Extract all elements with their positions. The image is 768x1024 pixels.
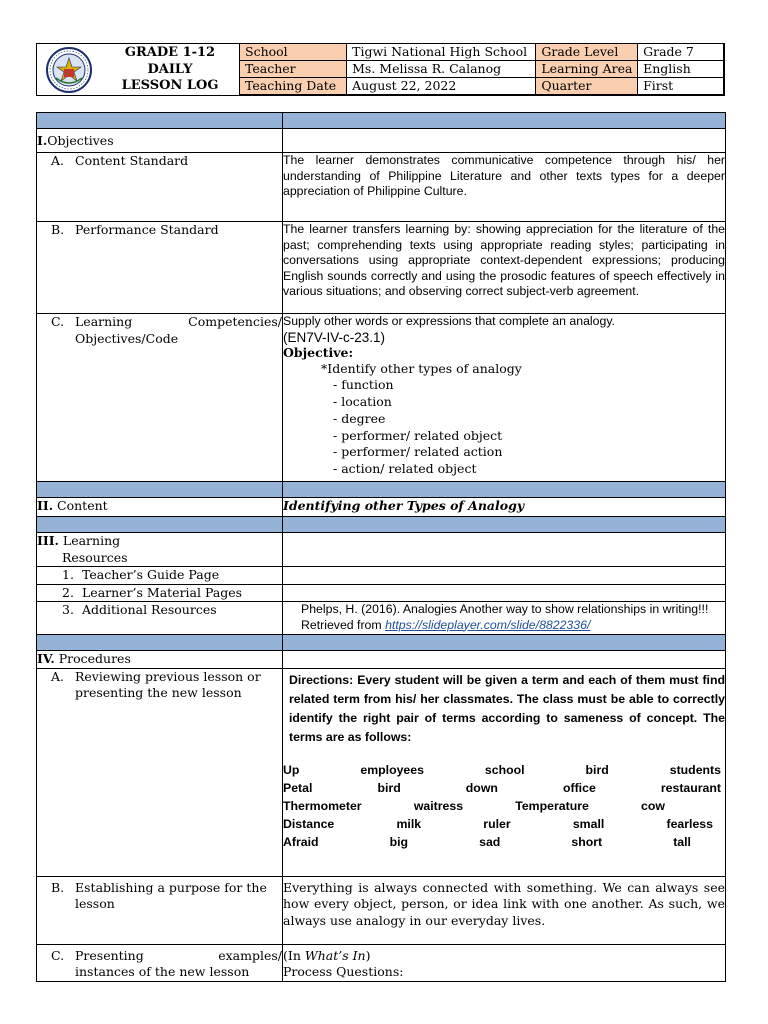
item-letter: A. xyxy=(51,153,65,168)
term: office xyxy=(562,780,596,795)
term: Distance xyxy=(283,816,335,831)
item-number: 3. xyxy=(62,602,74,617)
learning-resources-heading-row xyxy=(37,533,726,567)
content-row xyxy=(37,498,726,517)
header-info-grid xyxy=(239,43,724,95)
item-number: 1. xyxy=(62,567,74,582)
item-label: Objectives/Code xyxy=(75,330,179,346)
content-value: Identifying other Types of Analogy xyxy=(283,498,726,517)
section-band xyxy=(37,113,726,129)
section-heading: Procedures xyxy=(58,651,131,666)
objectives-heading-row xyxy=(37,129,726,153)
purpose-text: Everything is always connected with something. We can always see how every object, person, or idea link with one another. As such, we always use analogy in our everyday lives. xyxy=(283,876,726,944)
directions-text: Every student will be given a term and each of them must find related term from his/ her classmates. The class must be able to correctly identify the right pair of terms according to sameness of concept. The terms are as follows: xyxy=(289,672,726,744)
section-numeral: I. xyxy=(37,133,48,148)
quarter-label: Quarter xyxy=(536,78,638,95)
item-label: Additional Resources xyxy=(82,602,217,617)
objective-intro: *Identify other types of analogy xyxy=(321,360,522,376)
header-row xyxy=(240,44,724,61)
lesson-log-header xyxy=(36,43,725,96)
deped-seal-logo xyxy=(37,44,101,95)
item-label: Reviewing previous lesson or xyxy=(75,668,261,684)
item-label: lesson xyxy=(75,896,115,911)
teacher-label: Teacher xyxy=(240,61,347,78)
procedure-b-row xyxy=(37,876,726,944)
item-label: Content Standard xyxy=(75,153,189,168)
quarter-value: First xyxy=(638,78,724,95)
competencies-row xyxy=(37,314,726,482)
terms-row xyxy=(283,779,725,797)
procedure-a-row xyxy=(37,668,726,876)
competency-text: Supply other words or expressions that complete an analogy. xyxy=(283,314,615,328)
term: employees xyxy=(360,762,424,777)
item-label: instances of the new lesson xyxy=(75,964,250,979)
teacher-value: Ms. Melissa R. Calanog xyxy=(347,61,536,78)
item-label: Presenting examples/ xyxy=(75,947,282,963)
terms-row xyxy=(283,815,725,833)
term: Thermometer xyxy=(283,798,362,813)
directions-label: Directions: xyxy=(289,672,354,687)
terms-row xyxy=(283,761,725,779)
section-heading: Resources xyxy=(62,549,128,565)
terms-row xyxy=(283,833,725,851)
term: Up xyxy=(283,762,300,777)
section-numeral: II. xyxy=(37,498,54,513)
teaching-date-value: August 22, 2022 xyxy=(347,78,536,95)
term: ruler xyxy=(483,816,511,831)
objective-label: Objective: xyxy=(283,345,354,360)
content-standard-row xyxy=(37,153,726,222)
analogy-type: - performer/ related action xyxy=(333,444,503,460)
competency-code: (EN7V-IV-c-23.1) xyxy=(283,329,386,345)
section-band xyxy=(37,517,726,533)
term: school xyxy=(484,762,525,777)
performance-standard-text: The learner transfers learning by: showing appreciation for the literature of the past; comprehending texts using appropriate reading styles; participating in conversations using appropriate context-dependent expressions; producing English sounds correctly and using the prosodic features of speech effectively in various situations; and observing correct subject-verb agreement. xyxy=(283,222,726,314)
teaching-date-label: Teaching Date xyxy=(240,78,347,95)
analogy-type: - degree xyxy=(333,410,386,426)
header-row xyxy=(240,78,724,95)
analogy-type: - function xyxy=(333,377,394,393)
term: small xyxy=(572,816,605,831)
term: big xyxy=(389,834,409,849)
grade-level-value: Grade 7 xyxy=(638,44,724,61)
item-letter: B. xyxy=(51,879,65,895)
item-number: 2. xyxy=(62,584,74,600)
section-heading: Content xyxy=(57,498,108,513)
item-label: presenting the new lesson xyxy=(75,685,242,700)
terms-row xyxy=(283,797,725,815)
school-value: Tigwi National High School xyxy=(347,44,536,61)
item-letter: B. xyxy=(51,222,65,237)
section-numeral: IV. xyxy=(37,651,55,666)
item-label: Teacher’s Guide Page xyxy=(82,567,220,582)
resource-value xyxy=(283,584,726,602)
title-line: DAILY xyxy=(147,61,193,77)
grade-level-label: Grade Level xyxy=(536,44,638,61)
item-label: Learner’s Material Pages xyxy=(82,584,243,600)
section-numeral: III. xyxy=(37,533,59,548)
analogy-type: - performer/ related object xyxy=(333,427,503,443)
term: bird xyxy=(377,780,401,795)
resource-value xyxy=(283,567,726,585)
term: Petal xyxy=(283,780,313,795)
process-questions: Process Questions: xyxy=(283,964,404,979)
term: bird xyxy=(585,762,609,777)
term: Afraid xyxy=(283,834,319,849)
resource-link[interactable]: https://slideplayer.com/slide/8822336/ xyxy=(385,617,591,632)
item-letter: C. xyxy=(51,314,65,329)
whats-in-prefix: (In xyxy=(283,947,305,963)
resource-row xyxy=(37,602,726,635)
term: restaurant xyxy=(660,780,721,795)
title-line: GRADE 1-12 xyxy=(124,45,216,60)
procedures-heading-row xyxy=(37,651,726,669)
term: milk xyxy=(396,816,422,831)
section-band xyxy=(37,635,726,651)
seal-icon xyxy=(44,46,94,94)
performance-standard-row xyxy=(37,222,726,314)
whats-in-title: What’s In xyxy=(304,947,366,963)
resource-row xyxy=(37,567,726,585)
item-letter: C. xyxy=(51,947,65,963)
item-letter: A. xyxy=(51,668,65,684)
school-label: School xyxy=(240,44,347,61)
section-heading: Objectives xyxy=(47,133,114,148)
analogy-type: - action/ related object xyxy=(333,461,477,477)
term: short xyxy=(571,834,603,849)
content-standard-text: The learner demonstrates communicative competence through his/ her understanding of Philippine Literature and other texts types for a deeper appreciation of Philippine Culture. xyxy=(283,153,726,222)
term: waitress xyxy=(413,798,464,813)
lesson-plan-table xyxy=(36,112,726,982)
term: sad xyxy=(479,834,501,849)
resource-citation: Phelps, H. (2016). Analogies Another way to show relationships in writing!!! Retrieved from xyxy=(301,602,709,632)
title-line: LESSON LOG xyxy=(121,78,219,93)
item-label: Performance Standard xyxy=(75,222,219,237)
whats-in-suffix: ) xyxy=(365,947,371,963)
item-label: Establishing a purpose for the xyxy=(75,879,267,895)
analogy-type: - location xyxy=(333,394,392,410)
section-band xyxy=(37,482,726,498)
learning-area-label: Learning Area xyxy=(536,61,638,78)
term: fearless xyxy=(666,816,713,831)
section-heading: Learning xyxy=(62,533,121,548)
term: cow xyxy=(641,798,665,813)
term: students xyxy=(669,762,721,777)
term: down xyxy=(465,780,498,795)
item-label: Learning Competencies/ xyxy=(75,314,282,329)
term: Temperature xyxy=(515,798,589,813)
header-row xyxy=(240,61,724,78)
term: tall xyxy=(673,834,691,849)
lesson-log-title xyxy=(101,44,239,95)
learning-area-value: English xyxy=(638,61,724,78)
resource-row xyxy=(37,584,726,602)
procedure-c-row xyxy=(37,944,726,981)
